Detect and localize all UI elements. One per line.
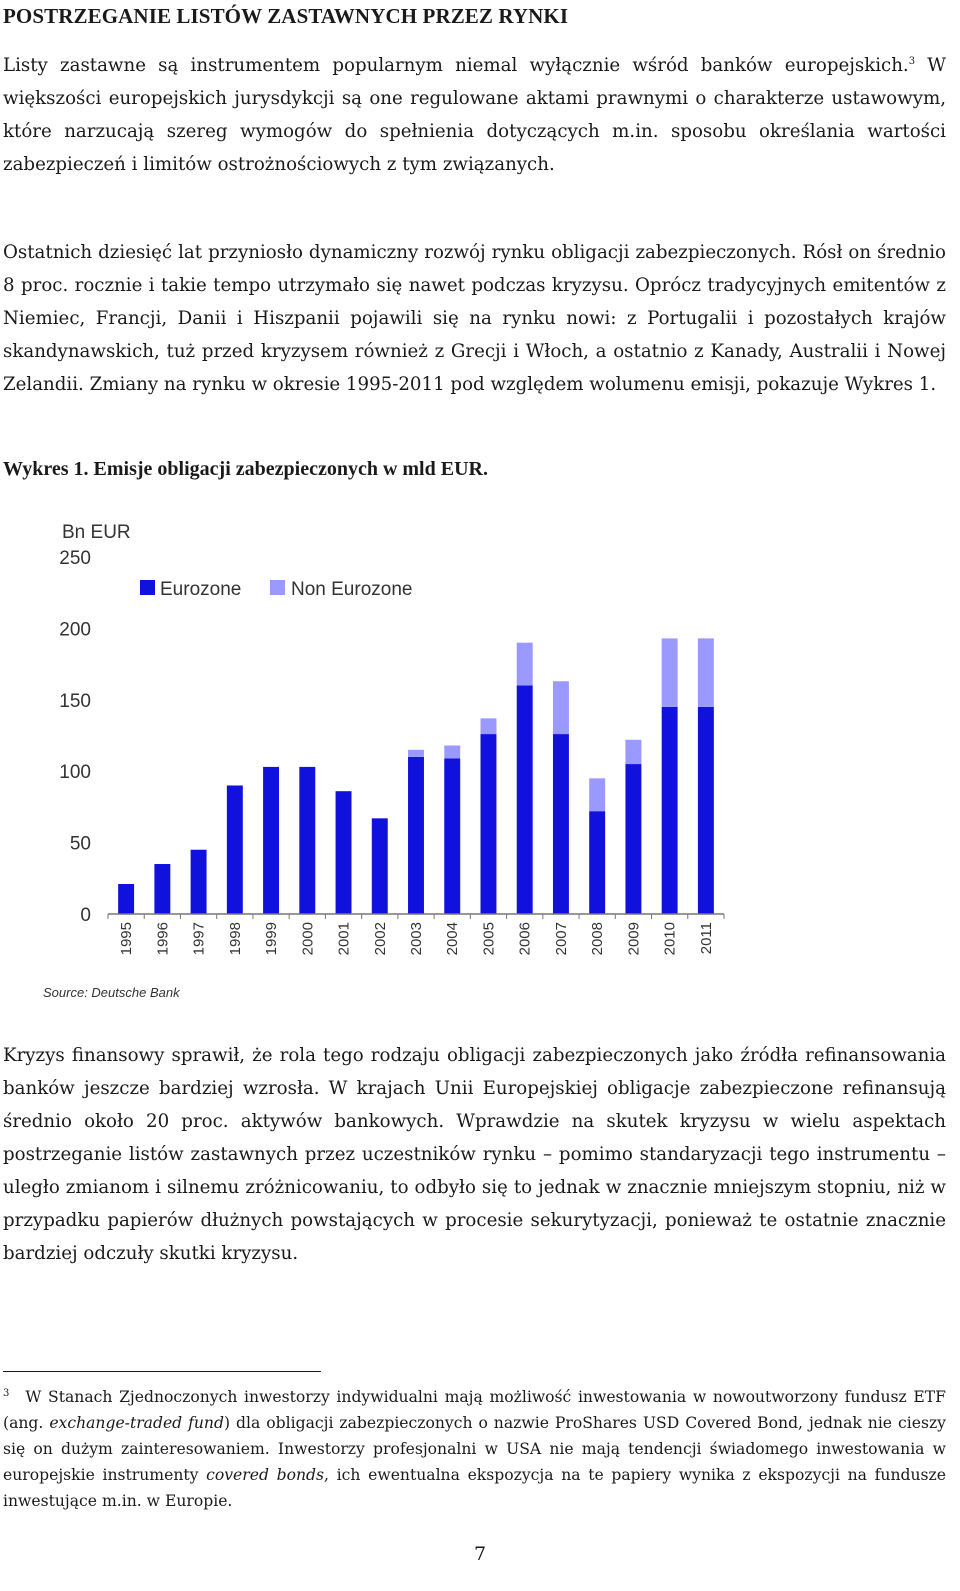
- x-tick-label: 1998: [226, 922, 244, 956]
- footnote: [3, 1384, 946, 1514]
- legend-swatch: [270, 580, 285, 595]
- bar-segment: [408, 757, 424, 914]
- x-tick-label: 1995: [118, 922, 136, 956]
- bar-segment: [517, 643, 533, 686]
- bar-segment: [517, 686, 533, 914]
- x-tick-label: 2002: [371, 922, 389, 956]
- x-tick-label: 2011: [697, 922, 715, 955]
- bar-segment: [154, 864, 170, 914]
- legend-label: Eurozone: [160, 579, 242, 600]
- footnote-reference[interactable]: 3: [908, 55, 916, 67]
- x-tick-label: 2008: [589, 922, 607, 956]
- y-axis-label: Bn EUR: [62, 522, 131, 543]
- x-tick-label: 2007: [552, 922, 570, 956]
- bar-segment: [625, 764, 641, 914]
- bar-segment: [480, 734, 496, 914]
- covered-bond-issuance-chart: [30, 505, 750, 1005]
- bar-segment: [553, 681, 569, 734]
- y-tick-label: 100: [59, 762, 91, 784]
- x-tick-label: 2004: [444, 922, 462, 956]
- x-tick-label: 2003: [408, 922, 425, 956]
- chart-source: Source: Deutsche Bank: [43, 985, 180, 1000]
- bar-segment: [662, 707, 678, 914]
- bar-segment: [299, 767, 315, 914]
- page-number: 7: [473, 1543, 487, 1565]
- legend-swatch: [140, 580, 155, 595]
- legend-label: Non Eurozone: [291, 579, 413, 600]
- footnote-text-a: W Stanach Zjednoczonych inwestorzy indywidualni mają możliwość inwestowania w nowoutworzony fundusz ETF (ang.: [3, 1388, 946, 1432]
- footnote-term-covered-bonds: covered bonds: [206, 1466, 325, 1484]
- bar-segment: [118, 884, 134, 914]
- bar-segment: [336, 791, 352, 914]
- chart-caption: Wykres 1. Emisje obligacji zabezpieczonych w mld EUR.: [3, 458, 488, 480]
- footnote-text-c: , ich ewentualna ekspozycja na te papiery wynika z ekspozycji na fundusze inwestujące m.in. w Europie.: [3, 1466, 946, 1510]
- x-tick-label: 1997: [190, 922, 208, 956]
- bar-segment: [372, 818, 388, 914]
- bar-segment: [408, 750, 424, 757]
- footnote-term-etf: exchange-traded fund: [49, 1414, 224, 1432]
- footnote-number: 3: [3, 1387, 10, 1399]
- bar-segment: [444, 758, 460, 914]
- bar-segment: [662, 638, 678, 707]
- x-tick-label: 2001: [335, 922, 353, 956]
- bar-segment: [480, 718, 496, 734]
- paragraph-1-text-b: W większości europejskich jurysdykcji są one regulowane aktami prawnymi o charakterze ustawowym, które narzucają szereg wymogów do spełnienia dotyczących m.in. sposobu określania wartości zabezpieczeń i limitów ostrożnościowych z tym związanych.: [3, 55, 946, 175]
- x-tick-label: 2006: [516, 922, 534, 956]
- paragraph-1-text-a: Listy zastawne są instrumentem popularnym niemal wyłącznie wśród banków europejskich.: [3, 55, 909, 76]
- bar-segment: [444, 745, 460, 758]
- bar-segment: [698, 638, 714, 707]
- x-tick-label: 1996: [154, 922, 172, 956]
- paragraph-2: Ostatnich dziesięć lat przyniosło dynamiczny rozwój rynku obligacji zabezpieczonych. Rósł on średnio 8 proc. rocznie i takie tempo utrzymało się nawet podczas kryzysu. Oprócz tradycyjnych emitentów z Niemiec, Francji, Danii i Hiszpanii pojawili się na rynku nowi: z Portugalii i pozostałych krajów skandynawskich, tuż przed kryzysem również z Grecji i Włoch, a ostatnio z Kanady, Australii i Nowej Zelandii. Zmiany na rynku w okresie 1995-2011 pod względem wolumenu emisji, pokazuje Wykres 1.: [3, 242, 946, 395]
- paragraph-1: [3, 49, 946, 181]
- x-tick-label: 2000: [299, 922, 317, 956]
- x-tick-label: 1999: [263, 922, 281, 956]
- y-tick-label: 200: [59, 619, 91, 641]
- bar-segment: [625, 740, 641, 764]
- y-tick-label: 250: [59, 548, 91, 569]
- section-heading: POSTRZEGANIE LISTÓW ZASTAWNYCH PRZEZ RYNKI: [3, 4, 569, 28]
- x-tick-label: 2009: [625, 922, 643, 956]
- bar-segment: [698, 707, 714, 914]
- footnote-text-b: ) dla obligacji zabezpieczonych o nazwie ProShares USD Covered Bond, jednak nie cieszy się on dużym zainteresowaniem. Inwestorzy profesjonalni w USA nie mają tendencji świadomego inwestowania w europejskie instrumenty: [3, 1414, 946, 1484]
- bar-segment: [227, 785, 243, 914]
- footnote-separator: [3, 1371, 321, 1372]
- y-tick-label: 150: [59, 690, 91, 712]
- bar-segment: [589, 778, 605, 811]
- bar-segment: [263, 767, 279, 914]
- paragraph-3: Kryzys finansowy sprawił, że rola tego rodzaju obligacji zabezpieczonych jako źródła refinansowania banków jeszcze bardziej wzrosła. W krajach Unii Europejskiej obligacje zabezpieczone refinansują średnio około 20 proc. aktywów bankowych. Wprawdzie na skutek kryzysu w wielu aspektach postrzeganie listów zastawnych przez uczestników rynku – pomimo standaryzacji tego instrumentu – uległo zmianom i silnemu zróżnicowaniu, to odbyło się to jednak w znacznie mniejszym stopniu, niż w przypadku papierów dłużnych powstających w procesie sekurytyzacji, ponieważ te ostatnie znacznie bardziej odczuły skutki kryzysu.: [3, 1045, 946, 1264]
- y-tick-label: 0: [80, 905, 91, 926]
- x-tick-label: 2005: [480, 922, 498, 956]
- bar-segment: [553, 734, 569, 914]
- bar-segment: [589, 811, 605, 914]
- x-tick-label: 2010: [661, 922, 679, 956]
- y-tick-label: 50: [69, 833, 91, 855]
- bar-segment: [191, 850, 207, 914]
